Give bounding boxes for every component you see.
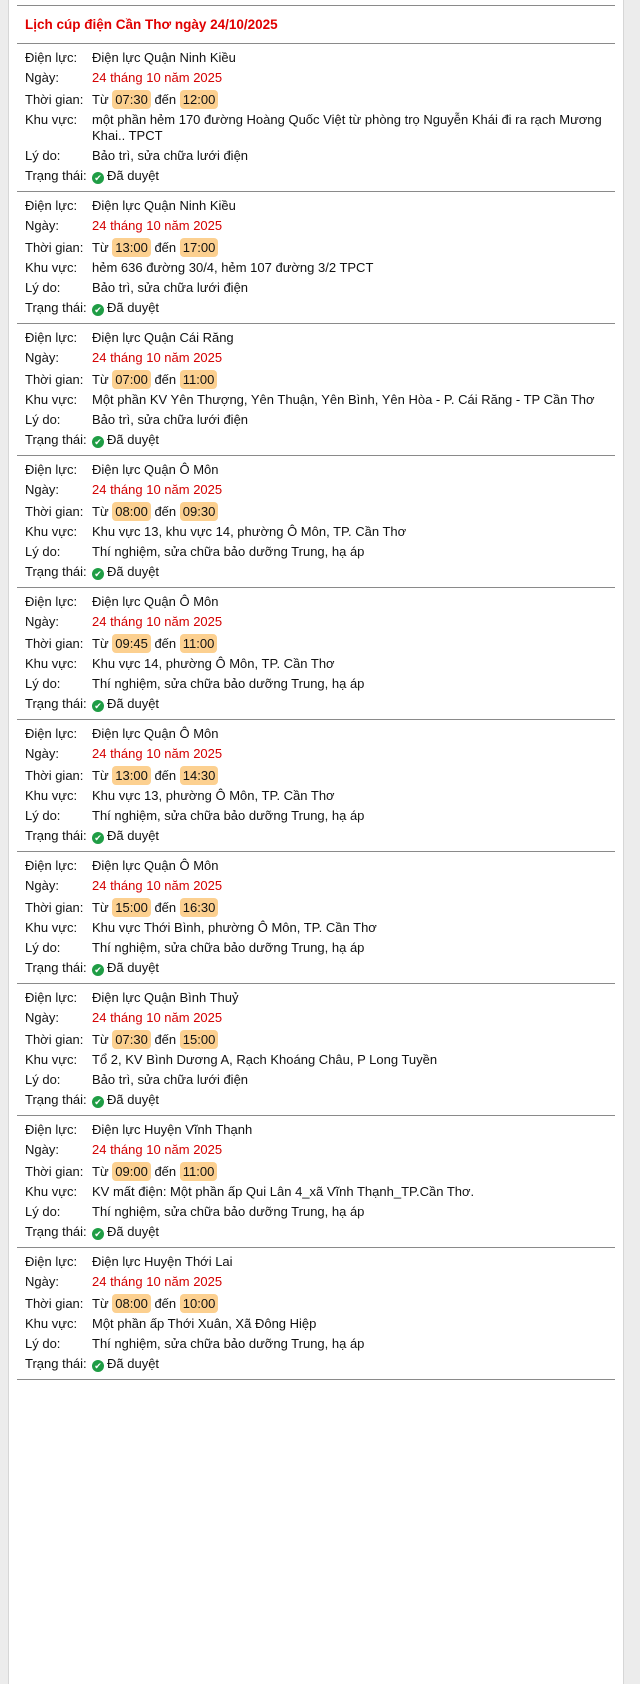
provider-label: Điện lực: <box>25 1122 78 1137</box>
status-value <box>92 696 607 712</box>
status-row <box>25 564 607 580</box>
end-time: 17:00 <box>180 238 219 257</box>
status-label: Trạng thái: <box>25 1356 87 1371</box>
time-label: Thời gian: <box>25 768 84 783</box>
provider-value: Điện lực Quận Ô Môn <box>92 462 219 477</box>
reason-row <box>25 676 607 692</box>
check-circle-icon: ✔ <box>92 304 104 316</box>
status-row <box>25 960 607 976</box>
status-value <box>92 828 607 844</box>
end-time: 15:00 <box>180 1030 219 1049</box>
time-value <box>92 634 607 653</box>
to-label: đến <box>154 768 177 783</box>
provider-label: Điện lực: <box>25 990 78 1005</box>
to-label: đến <box>154 504 177 519</box>
status-value <box>92 960 607 976</box>
provider-label: Điện lực: <box>25 726 78 741</box>
reason-value: Thí nghiệm, sửa chữa bảo dưỡng Trung, hạ áp <box>92 676 365 691</box>
end-time: 16:30 <box>180 898 219 917</box>
reason-row <box>25 148 607 164</box>
reason-value: Bảo trì, sửa chữa lưới điện <box>92 1072 249 1087</box>
check-circle-icon: ✔ <box>92 1360 104 1372</box>
time-label: Thời gian: <box>25 636 84 651</box>
reason-label: Lý do: <box>25 1204 61 1219</box>
divider <box>17 1379 615 1380</box>
start-time: 09:45 <box>112 634 151 653</box>
status-label: Trạng thái: <box>25 828 87 843</box>
area-value: hẻm 636 đường 30/4, hẻm 107 đường 3/2 TPCT <box>92 260 374 275</box>
start-time: 07:00 <box>112 370 151 389</box>
end-time: 09:30 <box>180 502 219 521</box>
area-label: Khu vực: <box>25 524 78 539</box>
provider-value: Điện lực Quận Ô Môn <box>92 726 219 741</box>
reason-value: Thí nghiệm, sửa chữa bảo dưỡng Trung, hạ áp <box>92 940 365 955</box>
status-text: Đã duyệt <box>107 432 160 447</box>
from-label: Từ <box>92 1164 109 1179</box>
provider-value: Điện lực Quận Ô Môn <box>92 594 219 609</box>
area-row <box>25 920 607 936</box>
reason-label: Lý do: <box>25 940 61 955</box>
time-row <box>25 1294 607 1313</box>
from-label: Từ <box>92 1296 109 1311</box>
outage-schedule-panel <box>8 0 624 1684</box>
reason-row <box>25 1336 607 1352</box>
area-value: Khu vực 14, phường Ô Môn, TP. Cần Thơ <box>92 656 335 671</box>
date-label: Ngày: <box>25 614 59 629</box>
area-value: KV mất điện: Một phần ấp Qui Lân 4_xã Vĩnh Thạnh_TP.Cần Thơ. <box>92 1184 475 1199</box>
time-value <box>92 90 607 109</box>
date-value: 24 tháng 10 năm 2025 <box>92 482 223 497</box>
provider-row <box>25 594 607 610</box>
date-value: 24 tháng 10 năm 2025 <box>92 1274 223 1289</box>
to-label: đến <box>154 636 177 651</box>
date-label: Ngày: <box>25 482 59 497</box>
from-label: Từ <box>92 900 109 915</box>
start-time: 08:00 <box>112 502 151 521</box>
reason-row <box>25 544 607 560</box>
from-label: Từ <box>92 240 109 255</box>
status-value <box>92 1092 607 1108</box>
start-time: 08:00 <box>112 1294 151 1313</box>
area-label: Khu vực: <box>25 1316 78 1331</box>
status-label: Trạng thái: <box>25 960 87 975</box>
provider-row <box>25 990 607 1006</box>
date-label: Ngày: <box>25 878 59 893</box>
reason-value: Bảo trì, sửa chữa lưới điện <box>92 412 249 427</box>
status-label: Trạng thái: <box>25 1224 87 1239</box>
time-row <box>25 238 607 257</box>
start-time: 15:00 <box>112 898 151 917</box>
status-label: Trạng thái: <box>25 696 87 711</box>
provider-row <box>25 1254 607 1270</box>
time-label: Thời gian: <box>25 900 84 915</box>
start-time: 07:30 <box>112 1030 151 1049</box>
provider-row <box>25 726 607 742</box>
time-label: Thời gian: <box>25 1164 84 1179</box>
reason-value: Bảo trì, sửa chữa lưới điện <box>92 148 249 163</box>
start-time: 13:00 <box>112 238 151 257</box>
provider-label: Điện lực: <box>25 1254 78 1269</box>
reason-label: Lý do: <box>25 676 61 691</box>
status-label: Trạng thái: <box>25 168 87 183</box>
to-label: đến <box>154 1296 177 1311</box>
start-time: 09:00 <box>112 1162 151 1181</box>
reason-value: Thí nghiệm, sửa chữa bảo dưỡng Trung, hạ áp <box>92 808 365 823</box>
date-value: 24 tháng 10 năm 2025 <box>92 878 223 893</box>
date-row <box>25 1274 607 1290</box>
area-label: Khu vực: <box>25 788 78 803</box>
outage-entry <box>17 720 615 851</box>
outage-entry <box>17 1116 615 1247</box>
status-row <box>25 828 607 844</box>
area-row <box>25 656 607 672</box>
status-row <box>25 1356 607 1372</box>
status-label: Trạng thái: <box>25 432 87 447</box>
provider-value: Điện lực Quận Bình Thuỷ <box>92 990 239 1005</box>
reason-value: Thí nghiệm, sửa chữa bảo dưỡng Trung, hạ áp <box>92 1204 365 1219</box>
provider-value: Điện lực Huyện Thới Lai <box>92 1254 233 1269</box>
date-row <box>25 746 607 762</box>
status-row <box>25 1224 607 1240</box>
time-value <box>92 1294 607 1313</box>
from-label: Từ <box>92 372 109 387</box>
time-row <box>25 90 607 109</box>
outage-entry <box>17 456 615 587</box>
date-label: Ngày: <box>25 1274 59 1289</box>
time-row <box>25 502 607 521</box>
check-circle-icon: ✔ <box>92 436 104 448</box>
reason-row <box>25 280 607 296</box>
reason-value: Bảo trì, sửa chữa lưới điện <box>92 280 249 295</box>
reason-row <box>25 940 607 956</box>
check-circle-icon: ✔ <box>92 172 104 184</box>
area-value: Tổ 2, KV Bình Dương A, Rạch Khoáng Châu, P Long Tuyền <box>92 1052 438 1067</box>
date-value: 24 tháng 10 năm 2025 <box>92 746 223 761</box>
status-row <box>25 1092 607 1108</box>
area-value: Một phần ấp Thới Xuân, Xã Đông Hiệp <box>92 1316 317 1331</box>
area-row <box>25 524 607 540</box>
status-row <box>25 432 607 448</box>
provider-value: Điện lực Quận Ninh Kiều <box>92 50 236 65</box>
area-row <box>25 112 607 144</box>
time-row <box>25 634 607 653</box>
area-row <box>25 260 607 276</box>
area-row <box>25 392 607 408</box>
end-time: 11:00 <box>180 634 218 653</box>
date-row <box>25 218 607 234</box>
date-row <box>25 482 607 498</box>
status-value <box>92 564 607 580</box>
end-time: 11:00 <box>180 1162 218 1181</box>
date-label: Ngày: <box>25 746 59 761</box>
time-label: Thời gian: <box>25 240 84 255</box>
time-value <box>92 370 607 389</box>
reason-label: Lý do: <box>25 280 61 295</box>
area-value: Một phần KV Yên Thượng, Yên Thuận, Yên Bình, Yên Hòa - P. Cái Răng - TP Cần Thơ <box>92 392 595 407</box>
status-text: Đã duyệt <box>107 1092 160 1107</box>
provider-label: Điện lực: <box>25 50 78 65</box>
date-value: 24 tháng 10 năm 2025 <box>92 614 223 629</box>
area-label: Khu vực: <box>25 392 78 407</box>
to-label: đến <box>154 372 177 387</box>
page-title: Lịch cúp điện Cần Thơ ngày 24/10/2025 <box>25 17 278 32</box>
date-label: Ngày: <box>25 218 59 233</box>
end-time: 12:00 <box>180 90 219 109</box>
area-row <box>25 1052 607 1068</box>
check-circle-icon: ✔ <box>92 700 104 712</box>
date-value: 24 tháng 10 năm 2025 <box>92 350 223 365</box>
reason-row <box>25 1072 607 1088</box>
outage-entry <box>17 192 615 323</box>
date-label: Ngày: <box>25 70 59 85</box>
time-label: Thời gian: <box>25 92 84 107</box>
date-row <box>25 350 607 366</box>
provider-label: Điện lực: <box>25 330 78 345</box>
date-row <box>25 614 607 630</box>
status-row <box>25 300 607 316</box>
from-label: Từ <box>92 504 109 519</box>
outage-entry <box>17 588 615 719</box>
date-row <box>25 878 607 894</box>
to-label: đến <box>154 900 177 915</box>
outage-entry <box>17 44 615 191</box>
end-time: 10:00 <box>180 1294 219 1313</box>
to-label: đến <box>154 240 177 255</box>
time-value <box>92 898 607 917</box>
reason-row <box>25 808 607 824</box>
area-value: một phần hẻm 170 đường Hoàng Quốc Việt từ phòng trọ Nguyễn Khái đi ra rạch Mương Khai.. TPCT <box>92 112 602 143</box>
time-row <box>25 898 607 917</box>
status-value <box>92 1356 607 1372</box>
provider-row <box>25 1122 607 1138</box>
status-row <box>25 168 607 184</box>
provider-label: Điện lực: <box>25 594 78 609</box>
status-row <box>25 696 607 712</box>
status-label: Trạng thái: <box>25 300 87 315</box>
reason-label: Lý do: <box>25 1336 61 1351</box>
provider-row <box>25 858 607 874</box>
status-text: Đã duyệt <box>107 828 160 843</box>
time-value <box>92 502 607 521</box>
reason-row <box>25 1204 607 1220</box>
from-label: Từ <box>92 1032 109 1047</box>
date-label: Ngày: <box>25 1010 59 1025</box>
to-label: đến <box>154 1032 177 1047</box>
reason-label: Lý do: <box>25 1072 61 1087</box>
status-text: Đã duyệt <box>107 1356 160 1371</box>
end-time: 11:00 <box>180 370 218 389</box>
time-value <box>92 1030 607 1049</box>
area-label: Khu vực: <box>25 260 78 275</box>
reason-row <box>25 412 607 428</box>
check-circle-icon: ✔ <box>92 1096 104 1108</box>
from-label: Từ <box>92 92 109 107</box>
reason-label: Lý do: <box>25 808 61 823</box>
outage-entry <box>17 852 615 983</box>
outage-entry <box>17 1248 615 1379</box>
outage-entry <box>17 324 615 455</box>
area-label: Khu vực: <box>25 112 78 127</box>
status-text: Đã duyệt <box>107 564 160 579</box>
outage-entry <box>17 984 615 1115</box>
start-time: 13:00 <box>112 766 151 785</box>
time-row <box>25 766 607 785</box>
from-label: Từ <box>92 636 109 651</box>
outage-schedule <box>17 0 615 1380</box>
provider-row <box>25 462 607 478</box>
check-circle-icon: ✔ <box>92 1228 104 1240</box>
status-value <box>92 168 607 184</box>
reason-label: Lý do: <box>25 148 61 163</box>
status-value <box>92 1224 607 1240</box>
reason-label: Lý do: <box>25 412 61 427</box>
time-row <box>25 370 607 389</box>
start-time: 07:30 <box>112 90 151 109</box>
time-label: Thời gian: <box>25 1032 84 1047</box>
status-text: Đã duyệt <box>107 168 160 183</box>
time-label: Thời gian: <box>25 372 84 387</box>
provider-value: Điện lực Quận Ô Môn <box>92 858 219 873</box>
provider-row <box>25 50 607 66</box>
area-row <box>25 1316 607 1332</box>
time-value <box>92 766 607 785</box>
check-circle-icon: ✔ <box>92 568 104 580</box>
date-label: Ngày: <box>25 350 59 365</box>
area-row <box>25 788 607 804</box>
status-text: Đã duyệt <box>107 960 160 975</box>
time-value <box>92 238 607 257</box>
time-value <box>92 1162 607 1181</box>
provider-value: Điện lực Quận Ninh Kiều <box>92 198 236 213</box>
area-value: Khu vực Thới Bình, phường Ô Môn, TP. Cần Thơ <box>92 920 377 935</box>
provider-value: Điện lực Quận Cái Răng <box>92 330 234 345</box>
check-circle-icon: ✔ <box>92 832 104 844</box>
status-text: Đã duyệt <box>107 1224 160 1239</box>
date-value: 24 tháng 10 năm 2025 <box>92 1010 223 1025</box>
date-value: 24 tháng 10 năm 2025 <box>92 1142 223 1157</box>
end-time: 14:30 <box>180 766 219 785</box>
date-value: 24 tháng 10 năm 2025 <box>92 218 223 233</box>
reason-value: Thí nghiệm, sửa chữa bảo dưỡng Trung, hạ áp <box>92 544 365 559</box>
area-label: Khu vực: <box>25 656 78 671</box>
status-text: Đã duyệt <box>107 696 160 711</box>
to-label: đến <box>154 1164 177 1179</box>
area-label: Khu vực: <box>25 1052 78 1067</box>
status-label: Trạng thái: <box>25 564 87 579</box>
status-value <box>92 432 607 448</box>
status-value <box>92 300 607 316</box>
provider-row <box>25 330 607 346</box>
from-label: Từ <box>92 768 109 783</box>
time-row <box>25 1030 607 1049</box>
area-value: Khu vực 13, khu vực 14, phường Ô Môn, TP. Cần Thơ <box>92 524 407 539</box>
date-label: Ngày: <box>25 1142 59 1157</box>
date-row <box>25 1142 607 1158</box>
status-text: Đã duyệt <box>107 300 160 315</box>
provider-label: Điện lực: <box>25 858 78 873</box>
provider-label: Điện lực: <box>25 462 78 477</box>
reason-value: Thí nghiệm, sửa chữa bảo dưỡng Trung, hạ áp <box>92 1336 365 1351</box>
area-label: Khu vực: <box>25 1184 78 1199</box>
provider-row <box>25 198 607 214</box>
provider-value: Điện lực Huyện Vĩnh Thạnh <box>92 1122 253 1137</box>
area-value: Khu vực 13, phường Ô Môn, TP. Cần Thơ <box>92 788 335 803</box>
time-label: Thời gian: <box>25 504 84 519</box>
outage-list <box>17 43 615 1380</box>
provider-label: Điện lực: <box>25 198 78 213</box>
date-row <box>25 1010 607 1026</box>
reason-label: Lý do: <box>25 544 61 559</box>
area-label: Khu vực: <box>25 920 78 935</box>
time-label: Thời gian: <box>25 1296 84 1311</box>
to-label: đến <box>154 92 177 107</box>
status-label: Trạng thái: <box>25 1092 87 1107</box>
date-row <box>25 70 607 86</box>
date-value: 24 tháng 10 năm 2025 <box>92 70 223 85</box>
time-row <box>25 1162 607 1181</box>
check-circle-icon: ✔ <box>92 964 104 976</box>
area-row <box>25 1184 607 1200</box>
